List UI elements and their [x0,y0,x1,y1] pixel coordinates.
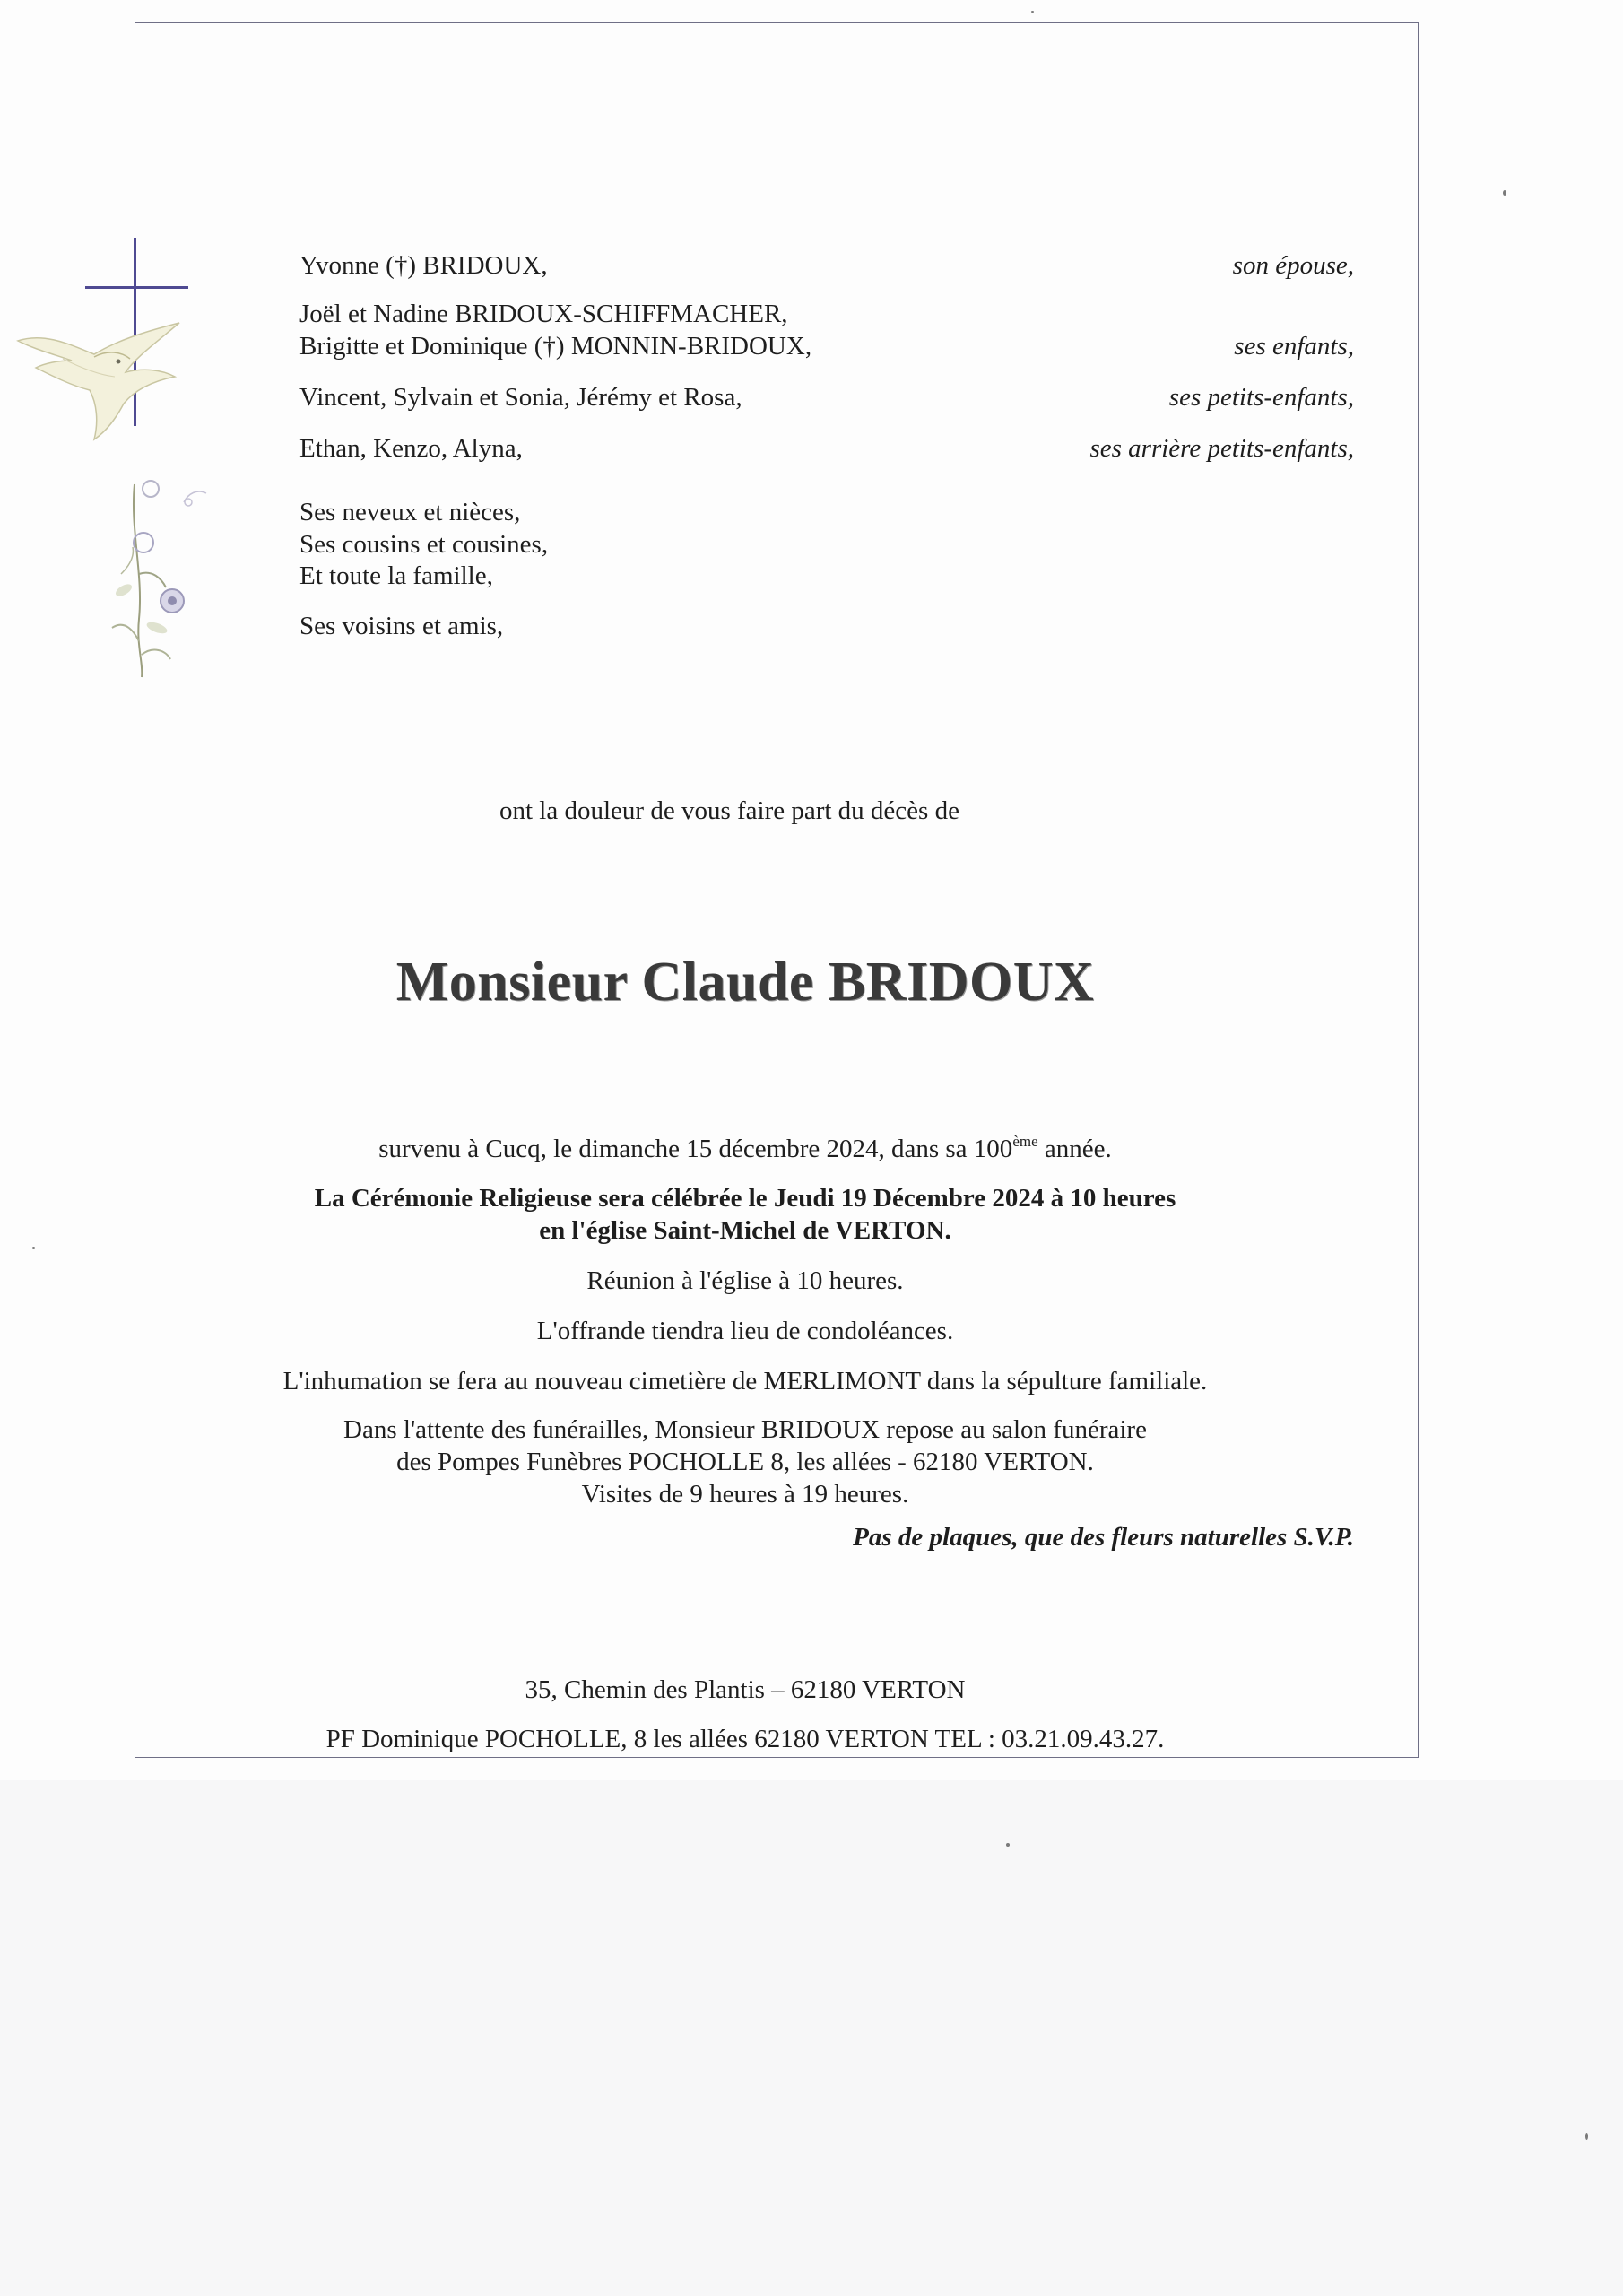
burial-line: L'inhumation se fera au nouveau cimetière de MERLIMONT dans la sépulture familiale. [282,1367,1208,1396]
scan-speck [32,1247,35,1249]
family-relation: ses arrière petits-enfants, [1089,434,1354,463]
dove-with-flowers-icon [9,305,233,682]
deceased-name: Monsieur Claude BRIDOUX [395,952,1095,1013]
scan-speck [1031,11,1034,13]
family-relation: ses petits-enfants, [1168,383,1354,412]
death-details: survenu à Cucq, le dimanche 15 décembre 2024, dans sa 100ème année. [378,1133,1112,1163]
scan-speck [1585,2133,1588,2140]
rest-line-2: des Pompes Funèbres POCHOLLE 8, les allées - 62180 VERTON. [396,1448,1094,1476]
announcement-line: ont la douleur de vous faire part du décès de [499,796,959,825]
ceremony-line-1: La Cérémonie Religieuse sera célébrée le Jeudi 19 Décembre 2024 à 10 heures [314,1184,1176,1213]
address-line: 35, Chemin des Plantis – 62180 VERTON [525,1675,966,1704]
family-relation: son épouse, [1232,251,1354,280]
family-names: Ethan, Kenzo, Alyna, [299,434,523,463]
ceremony-line-2: en l'église Saint-Michel de VERTON. [539,1216,951,1245]
family-names: Yvonne (†) BRIDOUX, [299,251,548,280]
family-relation: ses enfants, [1234,332,1354,361]
neighbours-friends: Ses voisins et amis, [299,612,504,640]
offering-line: L'offrande tiendra lieu de condoléances. [536,1317,954,1345]
funeral-home-line: PF Dominique POCHOLLE, 8 les allées 62180 VERTON TEL : 03.21.09.43.27. [325,1725,1165,1753]
cousins: Ses cousins et cousines, [299,530,549,559]
family-names: Brigitte et Dominique (†) MONNIN-BRIDOUX, [299,332,812,361]
meeting-line: Réunion à l'église à 10 heures. [586,1266,904,1295]
scan-background [0,1780,1623,2296]
family-names: Vincent, Sylvain et Sonia, Jérémy et Rosa, [299,383,742,412]
whole-family: Et toute la famille, [299,561,493,590]
closing-note: Pas de plaques, que des fleurs naturelles S.V.P. [853,1523,1354,1552]
nephews-nieces: Ses neveux et nièces, [299,498,521,526]
scan-speck [1503,190,1506,196]
scan-speck [1006,1843,1010,1847]
family-names: Joël et Nadine BRIDOUX-SCHIFFMACHER, [299,300,788,328]
rest-line-3: Visites de 9 heures à 19 heures. [581,1480,909,1509]
rest-line-1: Dans l'attente des funérailles, Monsieur BRIDOUX repose au salon funéraire [343,1415,1147,1444]
ordinal-suffix: ème [1012,1133,1038,1150]
